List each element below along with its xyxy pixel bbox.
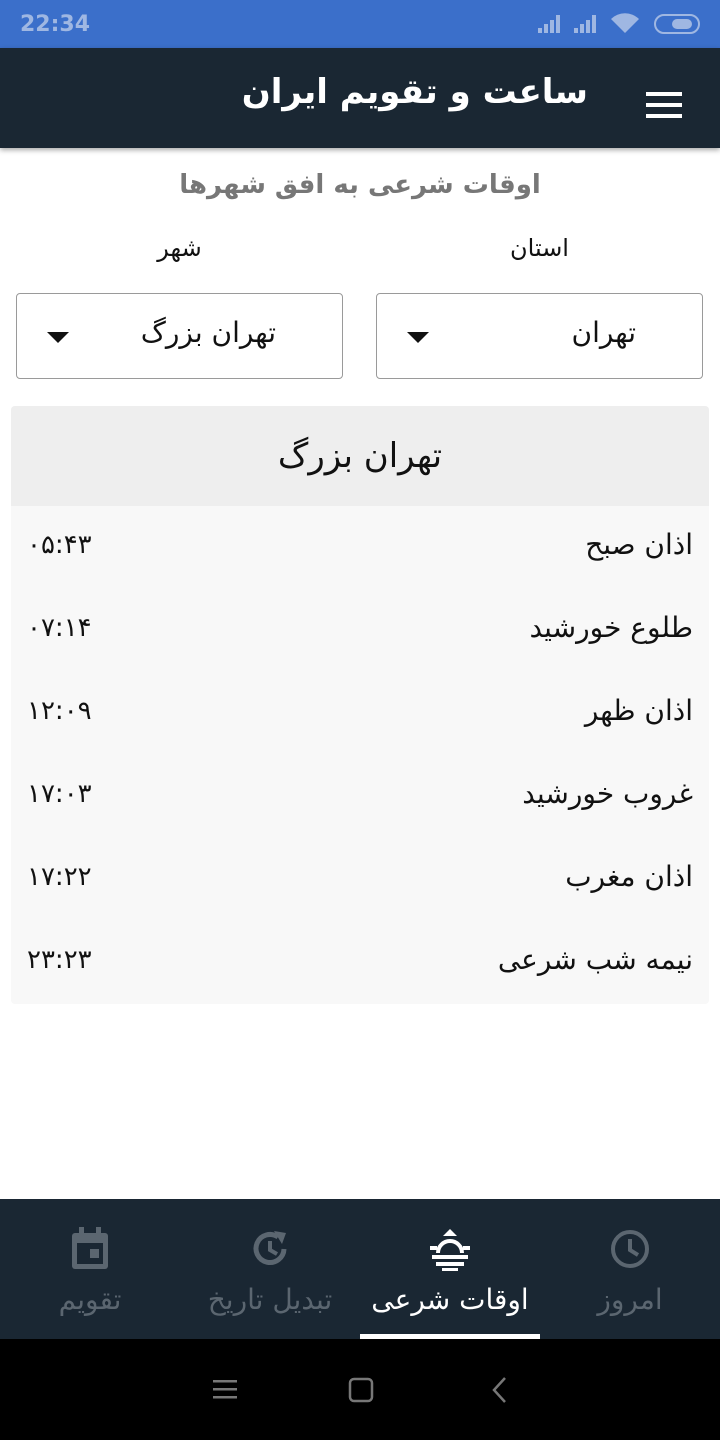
calendar-icon [70, 1227, 110, 1271]
prayer-time: ۱۲:۰۹ [27, 696, 92, 726]
battery-icon [654, 14, 700, 34]
province-label: استان [510, 234, 569, 262]
prayer-name: طلوع خورشید [529, 611, 693, 644]
nav-item-date-convert[interactable] [180, 1199, 360, 1339]
signal-icon-2 [574, 15, 596, 33]
signal-icon [538, 15, 560, 33]
prayer-time: ۰۷:۱۴ [27, 613, 92, 643]
province-select-value: تهران [571, 316, 636, 349]
nav-label: تقویم [58, 1283, 122, 1316]
nav-label: امروز [597, 1283, 663, 1316]
nav-item-prayer-times[interactable] [360, 1199, 540, 1339]
card-header [11, 406, 709, 506]
nav-item-calendar[interactable] [0, 1199, 180, 1339]
prayer-time: ۰۵:۴۳ [27, 530, 92, 560]
prayer-name: غروب خورشید [522, 777, 693, 810]
prayer-row [11, 684, 709, 744]
city-label: شهر [157, 234, 202, 262]
back-icon[interactable] [486, 1375, 516, 1405]
nav-item-today[interactable] [540, 1199, 720, 1339]
chevron-down-icon [47, 332, 69, 343]
nav-label: اوقات شرعی [371, 1283, 529, 1316]
menu-icon[interactable] [646, 92, 682, 118]
prayer-row [11, 850, 709, 910]
status-icons [538, 13, 700, 35]
prayer-time: ۱۷:۰۳ [27, 779, 92, 809]
section-title: اوقات شرعی به افق شهرها [179, 170, 541, 200]
system-nav-bar [0, 1339, 720, 1440]
prayer-row [11, 601, 709, 661]
province-select[interactable] [376, 293, 703, 379]
prayer-name: اذان صبح [585, 528, 693, 561]
prayer-row [11, 767, 709, 827]
prayer-time: ۲۳:۲۳ [27, 945, 92, 975]
home-icon[interactable] [346, 1375, 376, 1405]
wifi-icon [610, 13, 640, 35]
prayer-time: ۱۷:۲۲ [27, 862, 92, 892]
card-title: تهران بزرگ [277, 436, 443, 476]
date-convert-icon [250, 1227, 290, 1271]
app-title: ساعت و تقویم ایران [241, 72, 588, 112]
prayer-row [11, 933, 709, 993]
chevron-down-icon [407, 332, 429, 343]
clock-icon [610, 1227, 650, 1271]
app-bar [0, 48, 720, 148]
bottom-nav [0, 1199, 720, 1339]
prayer-times-card [11, 406, 709, 1004]
nav-label: تبدیل تاریخ [207, 1283, 333, 1316]
status-bar [0, 0, 720, 48]
recent-apps-icon[interactable] [210, 1375, 240, 1405]
status-time: 22:34 [20, 11, 91, 37]
city-select[interactable] [16, 293, 343, 379]
prayer-name: اذان مغرب [565, 860, 693, 893]
prayer-row [11, 518, 709, 578]
city-select-value: تهران بزرگ [140, 316, 276, 349]
prayer-name: اذان ظهر [584, 694, 693, 727]
prayer-name: نیمه شب شرعی [497, 943, 693, 976]
sunrise-icon [430, 1227, 470, 1271]
